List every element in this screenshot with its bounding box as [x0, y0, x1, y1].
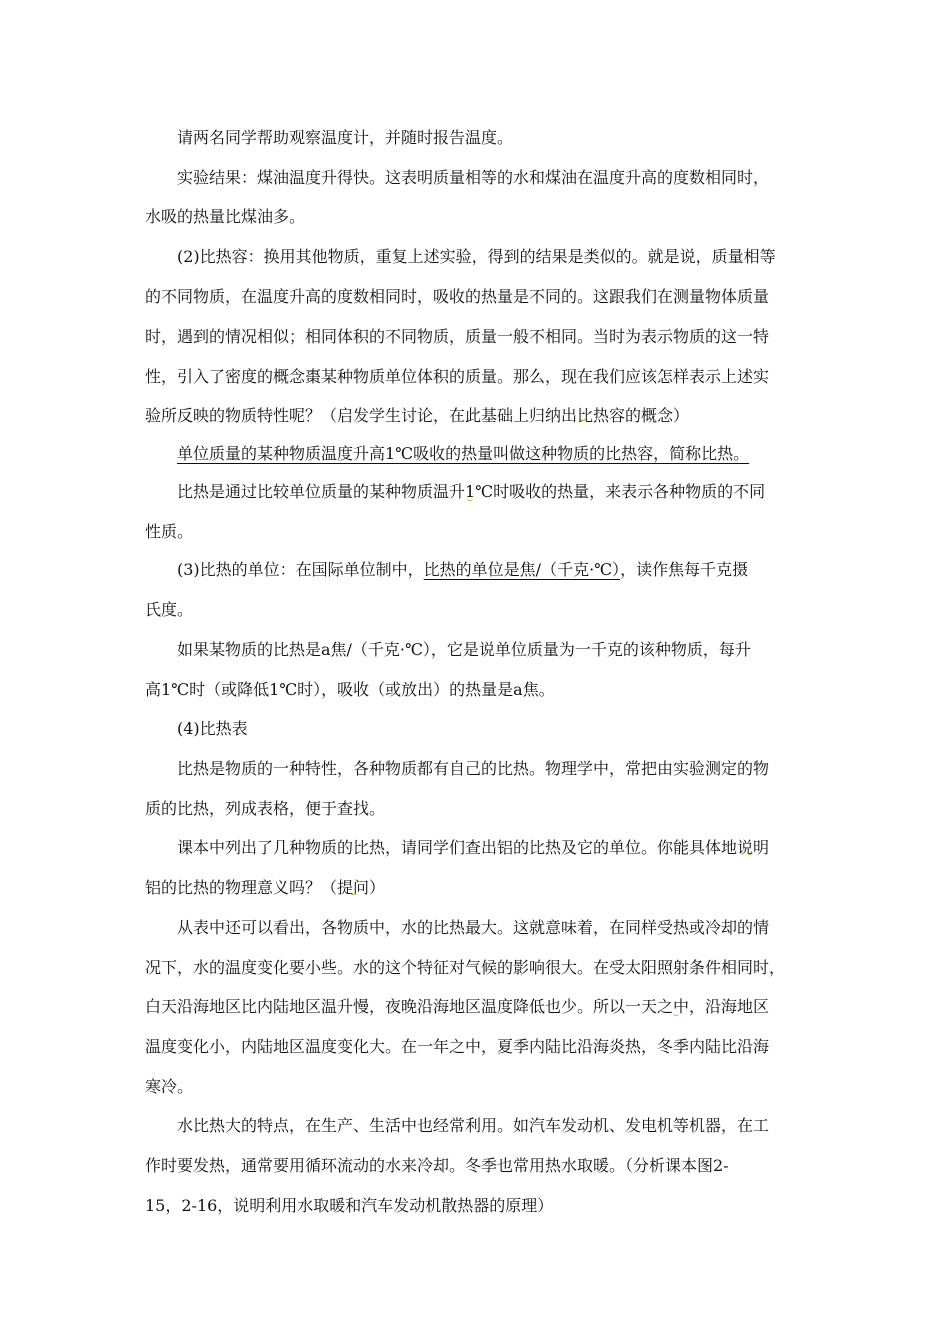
paragraph-line: 课本中列出了几种物质的比热，请同学们查出铝的比热及它的单位。你能具体地说明 — [177, 838, 770, 857]
paragraph-line: 水吸的热量比煤油多。 — [145, 207, 306, 226]
paragraph-line: 寒冷。 — [145, 1077, 194, 1096]
paragraph-line — [177, 560, 748, 580]
paragraph-line: 比热是物质的一种特性，各种物质都有自己的比热。物理学中，常把由实验测定的物 — [177, 759, 770, 778]
unit-underlined: 比热的单位是焦/（千克·℃） — [423, 560, 621, 579]
unit-reading-text: ，读作焦每千克摄 — [620, 560, 749, 579]
paragraph-line: 高1℃时（或降低1℃时），吸收（或放出）的热量是a焦。 — [145, 680, 555, 699]
paragraph-line: 水比热大的特点，在生产、生活中也经常利用。如汽车发动机、发电机等机器，在工 — [177, 1116, 770, 1135]
section-heading: (4)比热表 — [177, 719, 248, 738]
paragraph-line: 实验结果：煤油温度升得快。这表明质量相等的水和煤油在温度升高的度数相同时， — [177, 168, 770, 187]
paragraph-line: 如果某物质的比热是a焦/（千克·℃），它是说单位质量为一千克的该种物质，每升 — [177, 640, 751, 659]
paragraph-line: 温度变化小，内陆地区温度变化大。在一年之中，夏季内陆比沿海炎热，冬季内陆比沿海 — [145, 1037, 770, 1056]
paragraph-line: 铝的比热的物理意义吗？（提问） — [145, 878, 386, 897]
paragraph-line: 作时要发热，通常要用循环流动的水来冷却。冬季也常用热水取暖。（分析课本图2- — [145, 1156, 729, 1175]
paragraph-line: 时，遇到的情况相似；相同体积的不同物质，质量一般不相同。当时为表示物质的这一特 — [145, 327, 770, 346]
paragraph-line: 从表中还可以看出，各物质中，水的比热最大。这就意味着，在同样受热或冷却的情 — [177, 918, 770, 937]
paragraph-line: 性质。 — [145, 522, 194, 541]
definition-underlined: 单位质量的某种物质温度升高1℃吸收的热量叫做这种物质的比热容，简称比热。 — [177, 444, 750, 463]
paragraph-line: 请两名同学帮助观察温度计，并随时报告温度。 — [177, 128, 514, 147]
paragraph-line: 验所反映的物质特性呢？（启发学生讨论，在此基础上归纳出比热容的概念） — [145, 406, 690, 425]
paragraph-line: 白天沿海地区比内陆地区温升慢，夜晚沿海地区温度降低也少。所以一天之中，沿海地区 — [145, 997, 770, 1016]
paragraph-line: 的不同物质，在温度升高的度数相同时，吸收的热量是不同的。这跟我们在测量物体质量 — [145, 287, 770, 306]
paragraph-line: 氏度。 — [145, 600, 194, 619]
paragraph-line: 性，引入了密度的概念棗某种物质单位体积的质量。那么，现在我们应该怎样表示上述实 — [145, 367, 770, 386]
unit-intro-text: (3)比热的单位：在国际单位制中， — [177, 560, 424, 579]
paragraph-line: 质的比热，列成表格，便于查找。 — [145, 799, 386, 818]
paragraph-line: 比热是通过比较单位质量的某种物质温升1℃时吸收的热量，来表示各种物质的不同 — [177, 482, 766, 501]
paragraph-line: 况下，水的温度变化要小些。水的这个特征对气候的影响很大。在受太阳照射条件相同时， — [145, 958, 786, 977]
paragraph-line: 15，2-16，说明利用水取暖和汽车发动机散热器的原理） — [145, 1196, 554, 1215]
paragraph-line: (2)比热容：换用其他物质，重复上述实验，得到的结果是类似的。就是说，质量相等 — [177, 247, 776, 266]
